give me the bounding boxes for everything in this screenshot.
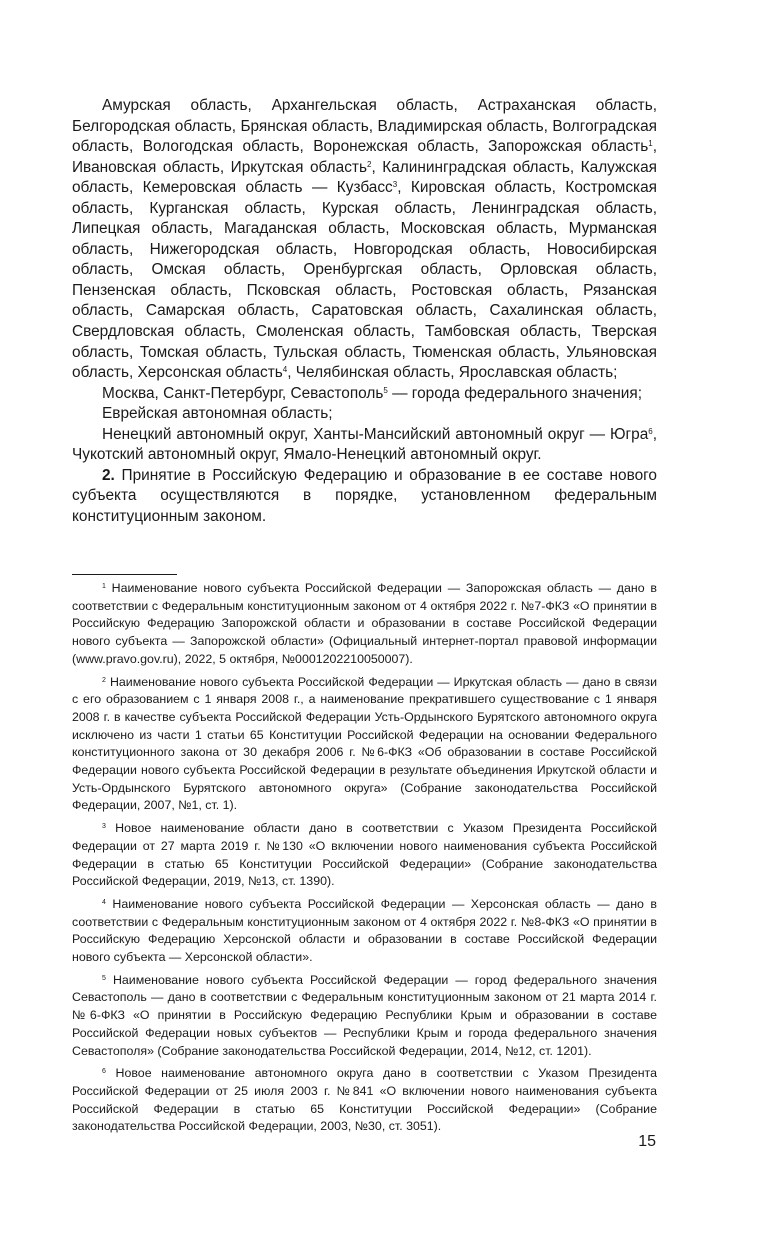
- footnote-4: $^4$ Наименование нового субъекта Российской Федерации — Херсонская область — дано в соответствии с Федеральным конституционным законом от 4 октября 2022 г. №8-ФКЗ «О принятии в Российскую Федерацию Херсонской области и образовании в составе Российской Федерации нового субъекта — Херсонской области».: [72, 896, 657, 965]
- footnote-ref-1[interactable]: 1: [648, 139, 653, 149]
- footnote-1: $^1$ Наименование нового субъекта Российской Федерации — Запорожская область — дано в соответствии с Федеральным конституционным законом от 4 октября 2022 г. №7-ФКЗ «О принятии в Российскую Федерацию Запорожской области и образовании в составе Российской Федерации нового субъекта — Запорожской области» (Официальный интернет-портал правовой информации (www.pravo.gov.ru), 2022, 5 октября, №0001202210050007).: [72, 581, 657, 666]
- paragraph-autonomous-oblast: Еврейская автономная область;: [102, 405, 333, 423]
- footnote-ref-3[interactable]: 3: [392, 180, 398, 190]
- footnote-separator: [72, 574, 177, 575]
- paragraph-federal-cities: Москва, Санкт-Петербург, Севастополь$^5$ — города федерального значения;: [102, 384, 643, 402]
- footnote-5: $^5$ Наименование нового субъекта Российской Федерации — город федерального значения Севастополь — дано в соответствии с Федеральным конституционным законом от 21 марта 2014 г. №6-ФКЗ «О принятии в Российскую Федерацию Республики Крым и образовании в составе Российской Федерации новых субъектов — Республики Крым и города федерального значения Севастополя» (Собрание законодательства Российской Федерации, 2014, №12, ст. 1201).: [72, 972, 657, 1058]
- footnote-3: $^3$ Новое наименование области дано в соответствии с Указом Президента Российской Федерации от 27 марта 2019 г. №130 «О включении нового наименования субъекта Российской Федерации в статью 65 Конституции Российской Федерации» (Собрание законодательства Российской Федерации, 2019, №13, ст. 1390).: [72, 821, 657, 889]
- footnotes: [72, 580, 657, 1141]
- page-number: 15: [638, 1133, 656, 1150]
- main-text: [72, 96, 657, 527]
- paragraph-regions: Амурская область, Архангельская область, Астраханская область, Белгородская область, Брянская область, Владимирская область, Волгоградская область, Вологодская область, Воронежская область, Запорожская область$^1$, Ивановская область, Иркутская область$^2$, Калининградская область, Калужская область, Кемеровская область — Кузбасс$^3$, Кировская область, Костромская область, Курганская область, Курская область, Ленинградская область, Липецкая область, Магаданская область, Московская область, Мурманская область, Нижегородская область, Новгородская область, Новосибирская область, Омская область, Оренбургская область, Орловская область, Пензенская область, Псковская область, Ростовская область, Рязанская область, Самарская область, Саратовская область, Сахалинская область, Свердловская область, Смоленская область, Тамбовская область, Тверская область, Томская область, Тульская область, Тюменская область, Ульяновская область, Херсонская область$^4$, Челябинская область, Ярославская область;: [72, 97, 657, 382]
- paragraph-autonomous-okrugs: Ненецкий автономный округ, Ханты-Мансийский автономный округ — Югра$^6$, Чукотский автономный округ, Ямало-Ненецкий автономный округ.: [72, 425, 657, 464]
- footnote-2: $^2$ Наименование нового субъекта Российской Федерации — Иркутская область — дано в связи с его образованием с 1 января 2008 г., а наименование прекратившего существование с 1 января 2008 г. в качестве субъекта Российской Федерации Усть-Ордынского Бурятского автономного округа исключено из части 1 статьи 65 Конституции Российской Федерации на основании Федерального конституционного закона от 30 декабря 2006 г. №6-ФКЗ «Об образовании в составе Российской Федерации нового субъекта Российской Федерации в результате объединения Иркутской области и Усть-Ордынского Бурятского автономного округа» (Собрание законодательства Российской Федерации, 2007, №1, ст. 1).: [72, 674, 657, 813]
- footnote-ref-6[interactable]: 6: [648, 426, 653, 436]
- footnote-ref-4[interactable]: 4: [282, 365, 288, 375]
- footnote-6: $^6$ Новое наименование автономного округа дано в соответствии с Указом Президента Российской Федерации от 25 июля 2003 г. №841 «О включении нового наименования субъекта Российской Федерации в статью 65 Конституции Российской Федерации» (Собрание законодательства Российской Федерации, 2003, №30, ст. 3051).: [72, 1066, 657, 1134]
- clause-number: 2.: [102, 466, 115, 484]
- footnote-ref-5[interactable]: 5: [383, 385, 388, 395]
- footnote-ref-2[interactable]: 2: [366, 159, 372, 169]
- paragraph-clause-2: 2. Принятие в Российскую Федерацию и образование в ее составе нового субъекта осуществляются в порядке, установленном федеральным конституционным законом.: [72, 466, 657, 525]
